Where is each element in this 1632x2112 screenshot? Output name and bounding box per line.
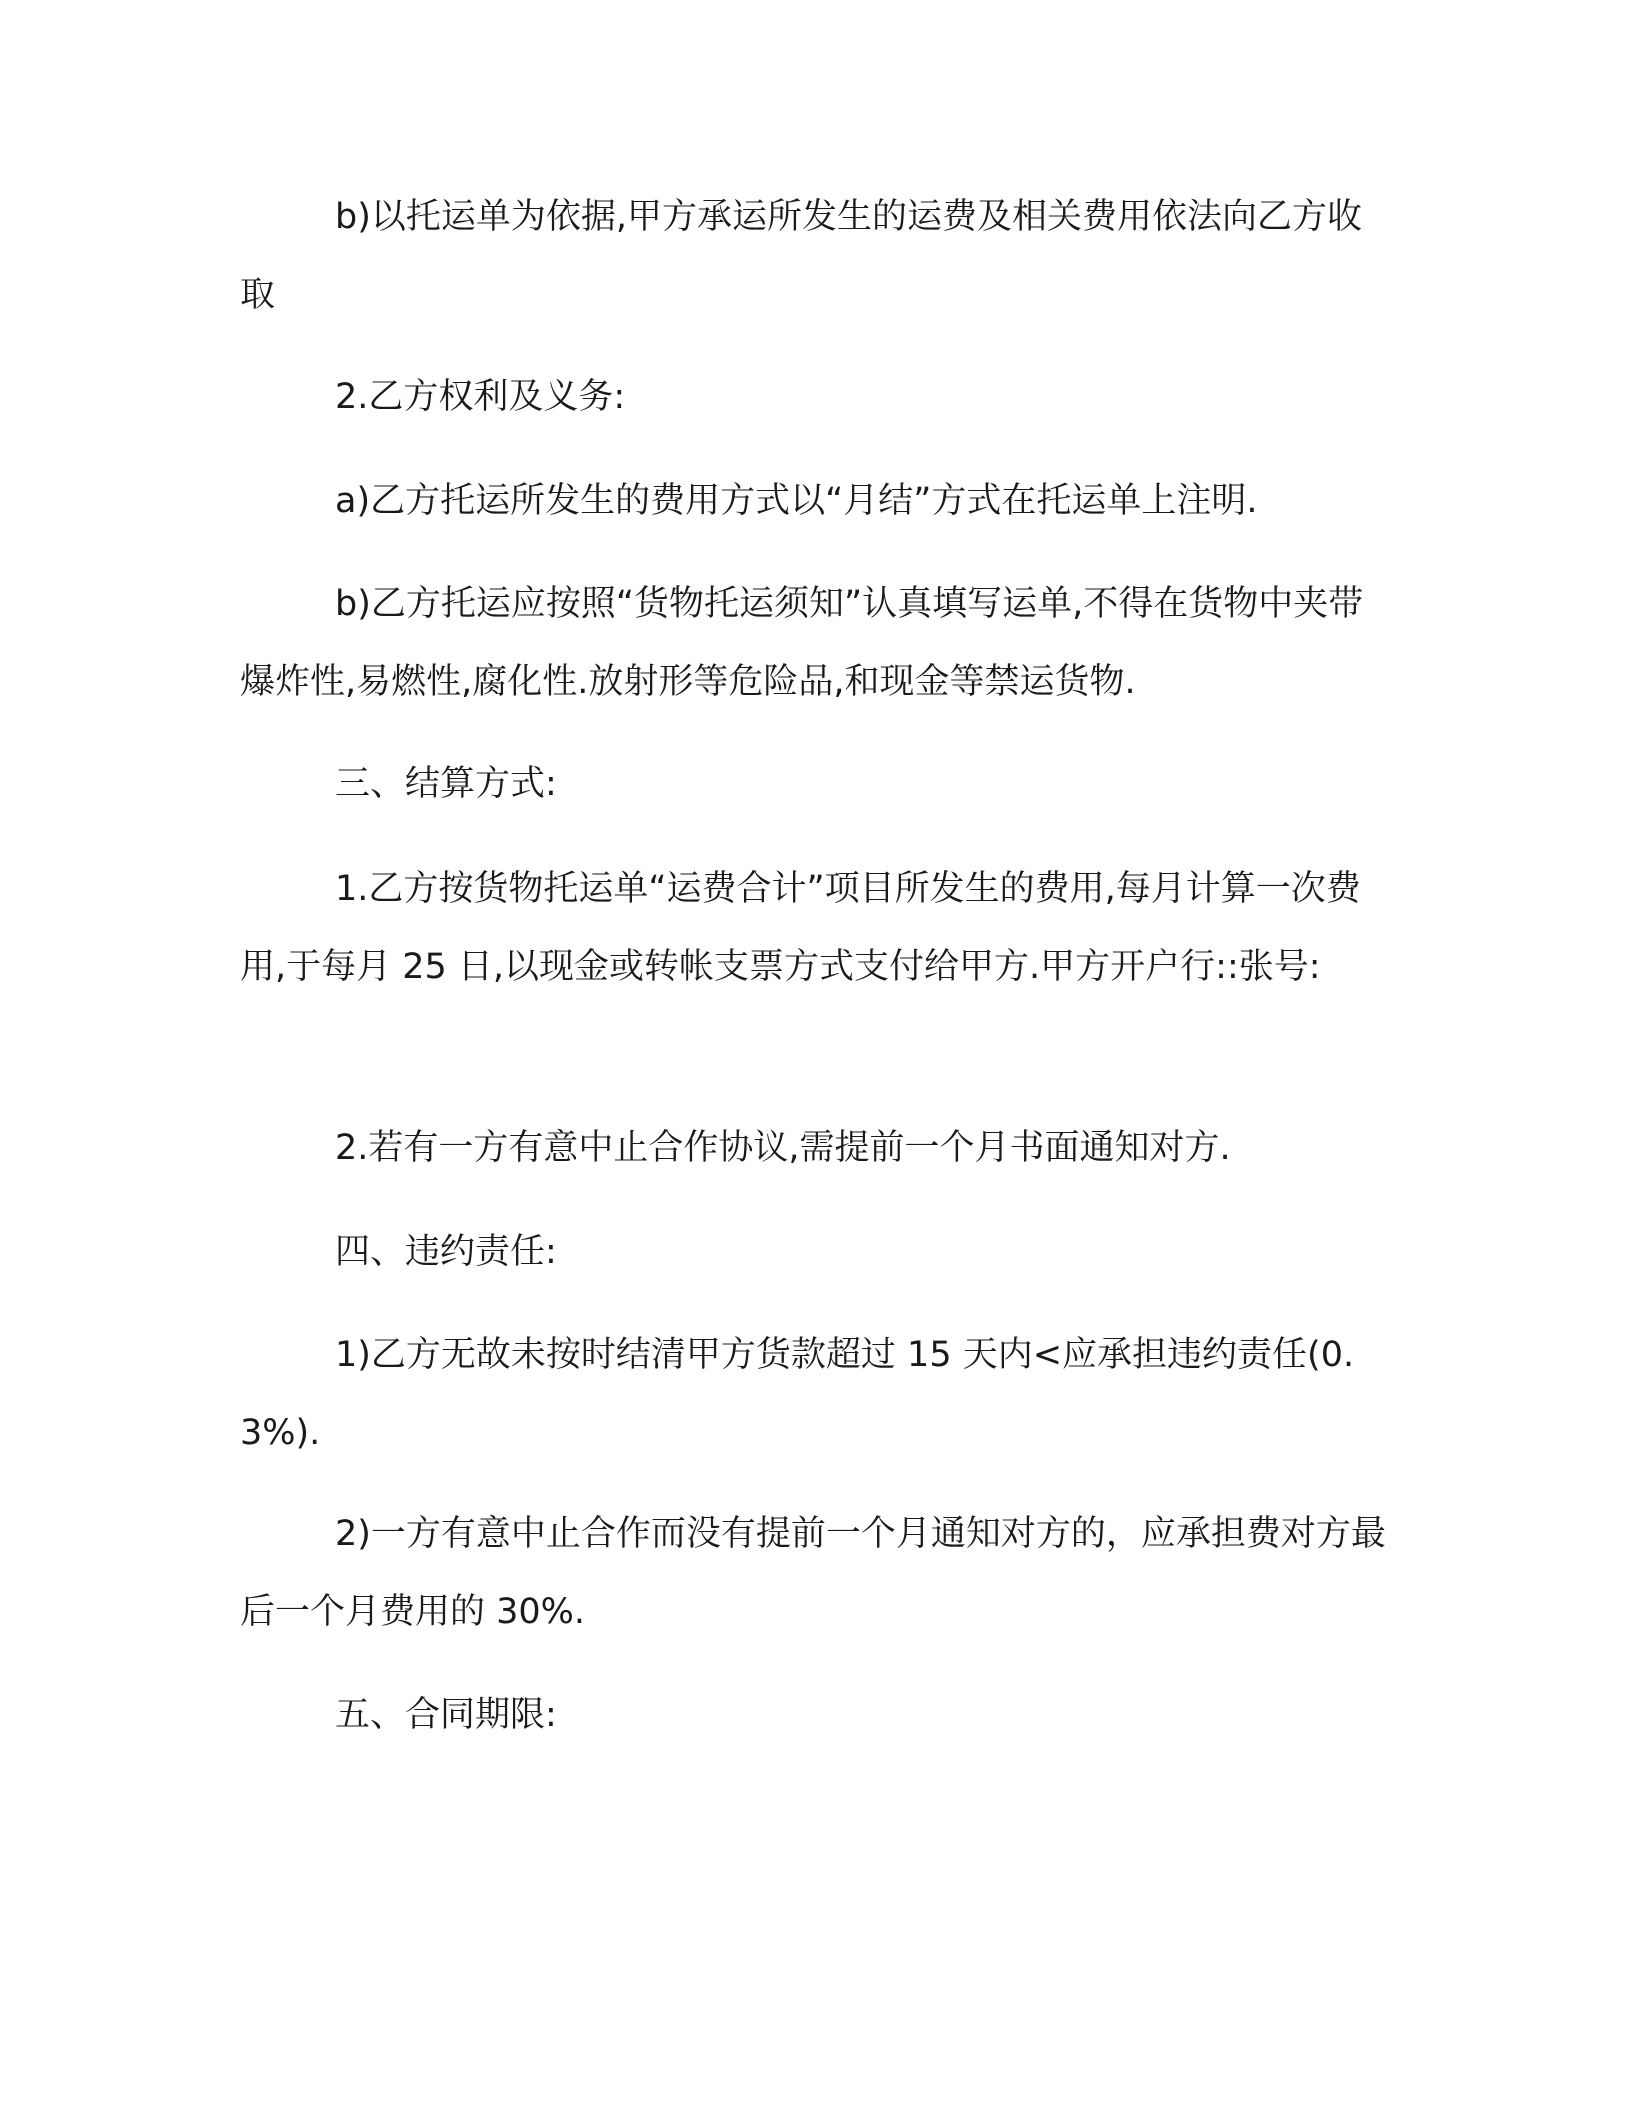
paragraph-1-late-payment: 1)乙方无故未按时结清甲方货款超过 15 天内<应承担违约责任(0.3%).	[240, 1335, 1355, 1453]
section-heading-contract-term: 五、合同期限:	[335, 1695, 557, 1735]
paragraph-party-b-rights-heading: 2.乙方权利及义务:	[335, 377, 626, 417]
section-heading-settlement: 三、结算方式:	[335, 764, 557, 804]
paragraph-2-early-termination: 2)一方有意中止合作而没有提前一个月通知对方的，应承担费对方最后一个月费用的 30%.	[240, 1514, 1386, 1632]
paragraph-1-monthly-payment: 1.乙方按货物托运单“运费合计”项目所发生的费用,每月计算一次费用,于每月 25 日,以现金或转帐支票方式支付给甲方.甲方开户行::张号:	[240, 869, 1361, 987]
paragraph-a-monthly-settlement: a)乙方托运所发生的费用方式以“月结”方式在托运单上注明.	[335, 481, 1258, 521]
section-heading-liability: 四、违约责任:	[335, 1232, 557, 1272]
paragraph-b-shipping-notice: b)乙方托运应按照“货物托运须知”认真填写运单,不得在货物中夹带爆炸性,易燃性,腐化性.放射形等危险品,和现金等禁运货物.	[240, 584, 1364, 702]
paragraph-b-fee-collection: b)以托运单为依据,甲方承运所发生的运费及相关费用依法向乙方收取	[240, 197, 1362, 315]
paragraph-2-termination-notice: 2.若有一方有意中止合作协议,需提前一个月书面通知对方.	[335, 1128, 1231, 1168]
